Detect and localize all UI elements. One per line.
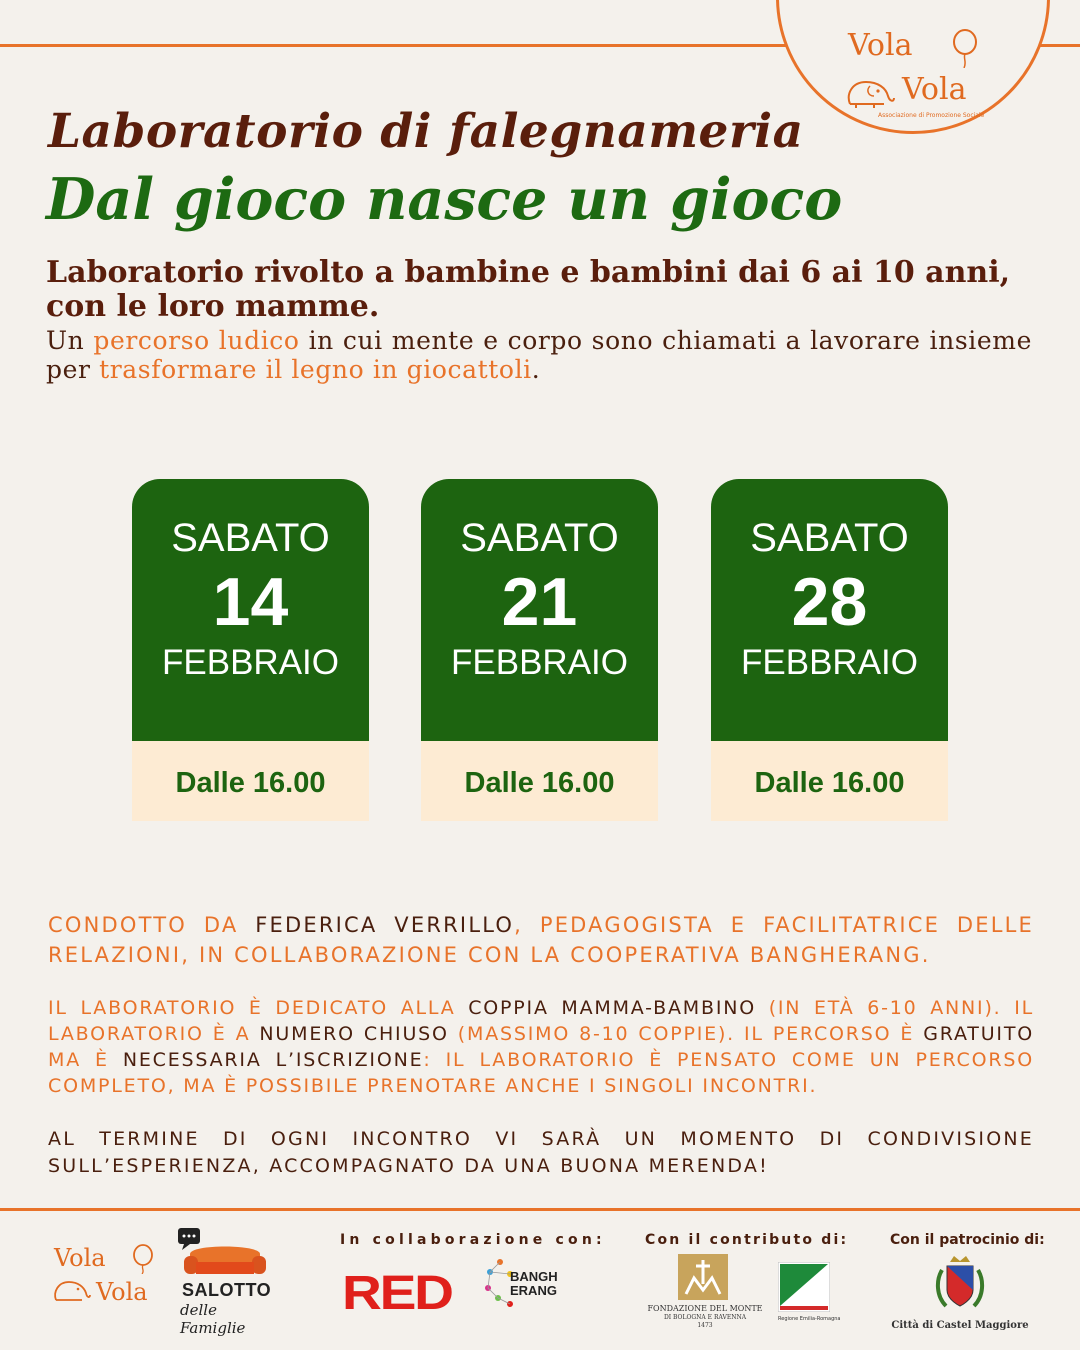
vola-vola-footer-logo: Vola Vola	[52, 1244, 162, 1320]
balloon-icon	[130, 1244, 156, 1274]
page-subtitle: Dal gioco nasce un gioco	[46, 166, 843, 233]
patron-label: Con il patrocinio di:	[890, 1232, 1045, 1248]
date-time: Dalle 16.00	[132, 741, 369, 821]
logo-word-1: Vola	[848, 28, 913, 63]
contrib-label: Con il contributo di:	[645, 1232, 849, 1248]
page-title: Laboratorio di falegnameria	[48, 104, 804, 159]
coat-of-arms-icon	[934, 1256, 986, 1314]
date-card	[421, 479, 658, 821]
date-card-top	[711, 479, 948, 741]
red-logo: RED	[342, 1267, 452, 1320]
date-time: Dalle 16.00	[421, 741, 658, 821]
lead-text: Laboratorio rivolto a bambine e bambini dai 6 ai 10 anni, con le loro mamme.	[46, 255, 1011, 324]
date-weekday: SABATO	[750, 516, 909, 560]
logo-tagline: Associazione di Promozione Sociale	[878, 112, 985, 119]
footer-divider	[0, 1208, 1080, 1211]
date-month: FEBBRAIO	[162, 643, 339, 682]
balloon-icon	[948, 28, 982, 68]
highlight-trasformare: trasformare il legno in giocattoli	[99, 355, 532, 384]
info-details: IL LABORATORIO È DEDICATO ALLA COPPIA MAMMA-BAMBINO (IN ETÀ 6-10 ANNI). IL LABORATORIO È A NUMERO CHIUSO (MASSIMO 8-10 COPPIE). IL PERCORSO È GRATUITO MA È NECESSARIA L’ISCRIZIONE: IL LABORATORIO È PENSATO COME UN PERCORSO COMPLETO, MA È POSSIBILE PRENOTARE ANCHE I SINGOLI INCONTRI.	[48, 997, 1034, 1097]
date-card-top	[421, 479, 658, 741]
date-month: FEBBRAIO	[741, 643, 918, 682]
date-time: Dalle 16.00	[711, 741, 948, 821]
sofa-icon	[176, 1228, 272, 1280]
date-weekday: SABATO	[171, 516, 330, 560]
info-conductor: CONDOTTO DA FEDERICA VERRILLO, PEDAGOGISTA E FACILITATRICE DELLE RELAZIONI, IN COLLABORAZIONE CON LA COOPERATIVA BANGHERANG.	[48, 913, 1034, 967]
conductor-name: FEDERICA VERRILLO	[255, 913, 515, 937]
elephant-icon	[52, 1278, 92, 1304]
description-text: Un percorso ludico in cui mente e corpo sono chiamati a lavorare insieme per trasformare il legno in giocattoli.	[46, 326, 1032, 384]
fondazione-logo: FONDAZIONE DEL MONTE DI BOLOGNA E RAVENNA 1473	[640, 1254, 770, 1334]
collab-label: In collaborazione con:	[340, 1232, 606, 1248]
date-number: 28	[791, 564, 868, 640]
info-closing: AL TERMINE DI OGNI INCONTRO VI SARÀ UN MOMENTO DI CONDIVISIONE SULL’ESPERIENZA, ACCOMPAGNATO DA UNA BUONA MERENDA!	[48, 1128, 1034, 1177]
date-number: 14	[212, 564, 289, 640]
date-card	[711, 479, 948, 821]
logo-word-2: Vola	[902, 72, 967, 107]
elephant-icon	[844, 76, 896, 110]
date-number: 21	[501, 564, 578, 640]
fondazione-emblem-icon	[678, 1254, 728, 1300]
salotto-logo: SALOTTO delle Famiglie	[176, 1228, 276, 1324]
regione-emblem-icon	[778, 1262, 830, 1312]
bangherang-logo: BANGH ERANG	[484, 1258, 574, 1318]
header-divider-right	[1038, 44, 1080, 47]
highlight-percorso: percorso ludico	[93, 326, 300, 355]
date-card-top	[132, 479, 369, 741]
header-divider	[0, 44, 790, 47]
vola-vola-logo	[842, 28, 992, 123]
date-month: FEBBRAIO	[451, 643, 628, 682]
castel-maggiore-logo: Città di Castel Maggiore	[890, 1256, 1030, 1336]
date-weekday: SABATO	[460, 516, 619, 560]
regione-logo: Regione Emilia-Romagna	[778, 1262, 832, 1332]
date-card	[132, 479, 369, 821]
